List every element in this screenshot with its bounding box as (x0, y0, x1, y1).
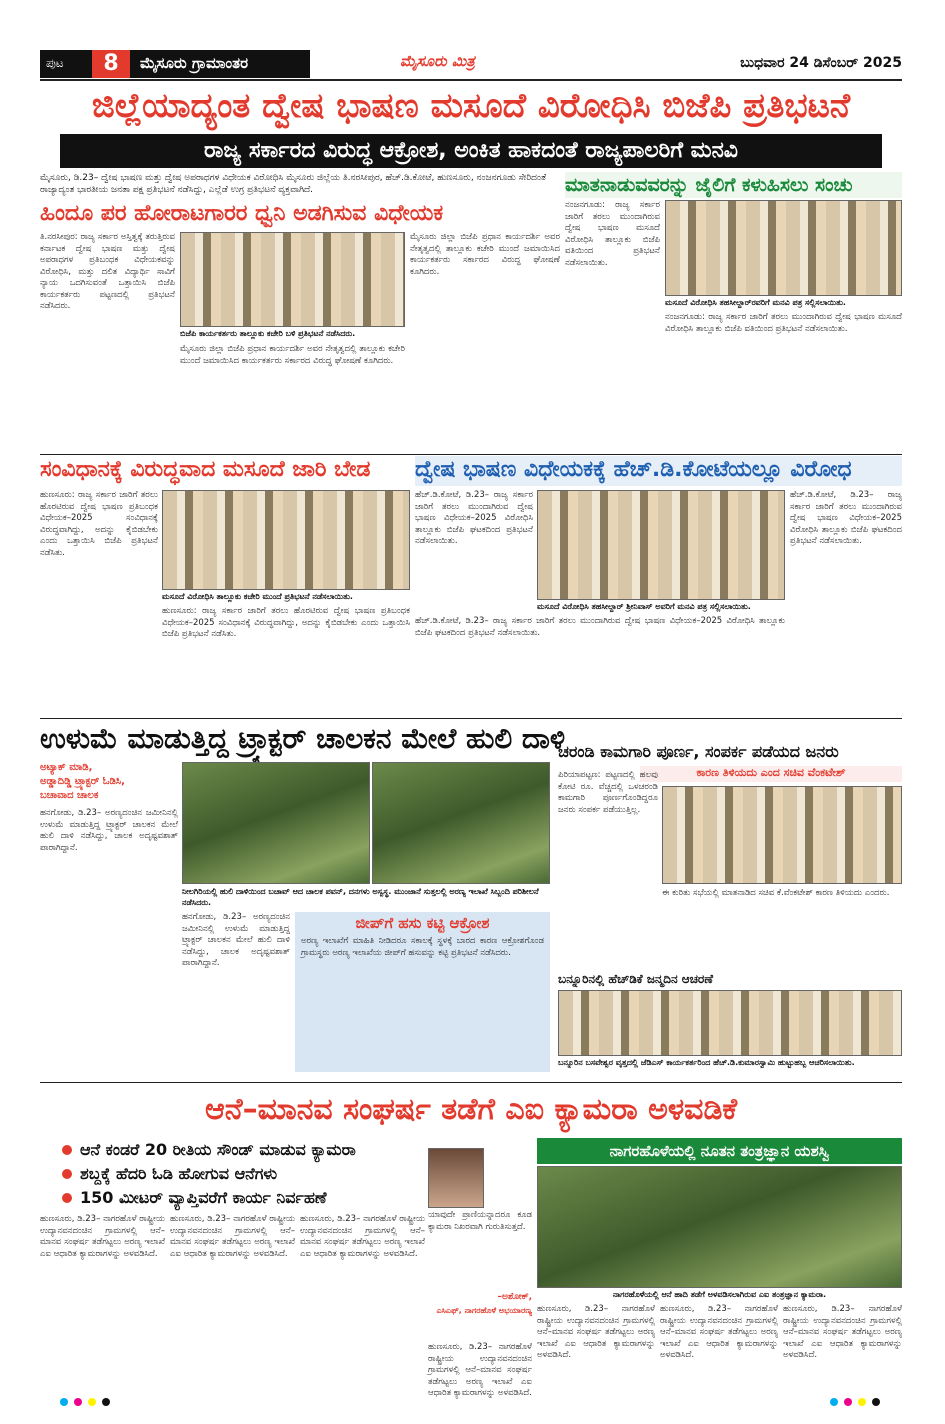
story2-photo (665, 200, 902, 296)
divider-1 (40, 454, 902, 455)
page-header (40, 50, 902, 78)
story9-text6: ಹುಣಸೂರು, ಡಿ.23– ನಾಗರಹೊಳೆ ರಾಷ್ಟ್ರೀಯ ಉದ್ಯಾನವನದಂಚಿನ ಗ್ರಾಮಗಳಲ್ಲಿ ಆನೆ–ಮಾನವ ಸಂಘರ್ಷ ತಡೆಗಟ್ಟಲು ಅರಣ್ಯ ಇಲಾಖೆ ಎಐ ಆಧಾರಿತ ಕ್ಯಾಮರಾಗಳನ್ನು ಅಳವಡಿಸಿದೆ. (660, 1304, 778, 1360)
story5-photo-tractor (182, 762, 370, 884)
story2-text: ನಂಜನಗೂಡು: ರಾಜ್ಯ ಸರ್ಕಾರ ಜಾರಿಗೆ ತರಲು ಮುಂದಾಗಿರುವ ದ್ವೇಷ ಭಾಷಣ ಮಸೂದೆ ವಿರೋಧಿಸಿ ತಾಲ್ಲೂಕು ಬಿಜೆಪಿ ವತಿಯಿಂದ ಪ್ರತಿಭಟನೆ ನಡೆಸಲಾಯಿತು. (565, 200, 660, 268)
reg-dot-cyan (830, 1398, 838, 1406)
story9-box-headline: ನಾಗರಹೊಳೆಯಲ್ಲಿ ನೂತನ ತಂತ್ರಜ್ಞಾನ ಯಶಸ್ವಿ (537, 1138, 902, 1164)
reg-dot-magenta (844, 1398, 852, 1406)
divider-2 (40, 718, 902, 719)
reg-dot-yellow (858, 1398, 866, 1406)
story9-text4: ಹುಣಸೂರು, ಡಿ.23– ನಾಗರಹೊಳೆ ರಾಷ್ಟ್ರೀಯ ಉದ್ಯಾನವನದಂಚಿನ ಗ್ರಾಮಗಳಲ್ಲಿ ಆನೆ–ಮಾನವ ಸಂಘರ್ಷ ತಡೆಗಟ್ಟಲು ಅರಣ್ಯ ಇಲಾಖೆ ಎಐ ಆಧಾರಿತ ಕ್ಯಾಮರಾಗಳನ್ನು ಅಳವಡಿಸಿದೆ. (428, 1342, 532, 1398)
story3-headline: ಸಂವಿಧಾನಕ್ಕೆ ವಿರುದ್ಧವಾದ ಮಸೂದೆ ಜಾರಿ ಬೇಡ (40, 457, 371, 482)
story4-text2: ಹೆಚ್.ಡಿ.ಕೋಟೆ, ಡಿ.23– ರಾಜ್ಯ ಸರ್ಕಾರ ಜಾರಿಗೆ ತರಲು ಮುಂದಾಗಿರುವ ದ್ವೇಷ ಭಾಷಣ ವಿಧೇಯಕ–2025 ವಿರೋಧಿಸಿ ತಾಲ್ಲೂಕು ಬಿಜೆಪಿ ಘಟಕದಿಂದ ಪ್ರತಿಭಟನೆ ನಡೆಸಲಾಯಿತು. (790, 490, 902, 546)
story5-kicker1: ಅಟ್ಯಾಕ್ ಮಾಡಿ, (40, 762, 93, 773)
bullet-dot (62, 1169, 72, 1179)
section-name: ಮೈಸೂರು ಗ್ರಾಮಾಂತರ (140, 54, 249, 72)
story3-photo (162, 490, 410, 590)
story4-text3: ಹೆಚ್.ಡಿ.ಕೋಟೆ, ಡಿ.23– ರಾಜ್ಯ ಸರ್ಕಾರ ಜಾರಿಗೆ ತರಲು ಮುಂದಾಗಿರುವ ದ್ವೇಷ ಭಾಷಣ ವಿಧೇಯಕ–2025 ವಿರೋಧಿಸಿ ತಾಲ್ಲೂಕು ಬಿಜೆಪಿ ಘಟಕದಿಂದ ಪ್ರತಿಭಟನೆ ನಡೆಸಲಾಯಿತು. (415, 616, 785, 638)
bullet-dot (62, 1193, 72, 1203)
story5-headline: ಉಳುಮೆ ಮಾಡುತ್ತಿದ್ದ ಟ್ರ್ಯಾಕ್ಟರ್ ಚಾಲಕನ ಮೇಲೆ ಹುಲಿ ದಾಳಿ (40, 722, 566, 755)
quote-role: ಎಸಿಎಫ್, ನಾಗರಹೊಳೆ ಅಭಯಾರಣ್ಯ (436, 1306, 532, 1315)
story9-text2: ಹುಣಸೂರು, ಡಿ.23– ನಾಗರಹೊಳೆ ರಾಷ್ಟ್ರೀಯ ಉದ್ಯಾನವನದಂಚಿನ ಗ್ರಾಮಗಳಲ್ಲಿ ಆನೆ–ಮಾನವ ಸಂಘರ್ಷ ತಡೆಗಟ್ಟಲು ಅರಣ್ಯ ಇಲಾಖೆ ಎಐ ಆಧಾರಿತ ಕ್ಯಾಮರಾಗಳನ್ನು ಅಳವಡಿಸಿದೆ. (170, 1214, 295, 1259)
reg-dot-black (102, 1398, 110, 1406)
story9-headline: ಆನೆ–ಮಾನವ ಸಂಘರ್ಷ ತಡೆಗೆ ಎಐ ಕ್ಯಾಮರಾ ಅಳವಡಿಕೆ (204, 1092, 738, 1127)
story8-caption: ಬನ್ನೂರಿನ ಬಸವೇಶ್ವರ ವೃತ್ತದಲ್ಲಿ ಜೆಡಿಎಸ್ ಕಾರ್ಯಕರ್ತರಿಂದ ಹೆಚ್.ಡಿ.ಕುಮಾರಸ್ವಾಮಿ ಹುಟ್ಟುಹಬ್ಬ ಆಚರಿಸಲಾಯಿತು. (558, 1057, 902, 1079)
story4-headline: ದ್ವೇಷ ಭಾಷಣ ವಿಧೇಯಕಕ್ಕೆ ಹೆಚ್.ಡಿ.ಕೋಟೆಯಲ್ಲೂ ವಿರೋಧ (415, 456, 902, 486)
story9-text: ಹುಣಸೂರು, ಡಿ.23– ನಾಗರಹೊಳೆ ರಾಷ್ಟ್ರೀಯ ಉದ್ಯಾನವನದಂಚಿನ ಗ್ರಾಮಗಳಲ್ಲಿ ಆನೆ–ಮಾನವ ಸಂಘರ್ಷ ತಡೆಗಟ್ಟಲು ಅರಣ್ಯ ಇಲಾಖೆ ಎಐ ಆಧಾರಿತ ಕ್ಯಾಮರಾಗಳನ್ನು ಅಳವಡಿಸಿದೆ. (40, 1214, 165, 1259)
story5-photo-jeep (372, 762, 550, 884)
reg-dot-magenta (74, 1398, 82, 1406)
lead-headline: ಜಿಲ್ಲೆಯಾದ್ಯಂತ ದ್ವೇಷ ಭಾಷಣ ಮಸೂದೆ ವಿರೋಧಿಸಿ ಬಿಜೆಪಿ ಪ್ರತಿಭಟನೆ (91, 86, 851, 126)
story5-kicker2: ಅಡ್ಡಾದಿಡ್ಡಿ ಟ್ರ್ಯಾಕ್ಟರ್ ಓಡಿಸಿ, (40, 776, 125, 787)
quote-text: ಯಾವುದೇ ಪ್ರಾಣಿಯನ್ನಾದರೂ ಕೂಡ ಕ್ಯಾಮರಾ ನಿಖರವಾಗಿ ಗುರುತಿಸುತ್ತದೆ. (428, 1210, 532, 1232)
reg-dot-cyan (60, 1398, 68, 1406)
dateline: ಬುಧವಾರ 24 ಡಿಸೆಂಬರ್ 2025 (740, 55, 902, 71)
story3-text2: ಹುಣಸೂರು: ರಾಜ್ಯ ಸರ್ಕಾರ ಜಾರಿಗೆ ತರಲು ಹೊರಟಿರುವ ದ್ವೇಷ ಭಾಷಣ ಪ್ರತಿಬಂಧಕ ವಿಧೇಯಕ–2025 ಸಂವಿಧಾನಕ್ಕೆ ವಿರುದ್ಧವಾಗಿದ್ದು, ಅದನ್ನು ಕೈಬಿಡಬೇಕು ಎಂದು ಒತ್ತಾಯಿಸಿ ಬಿಜೆಪಿ ಪ್ರತಿಭಟನೆ ನಡೆಸಿತು. (162, 606, 410, 639)
story9-bullet-text: ಆನೆ ಕಂಡರೆ 20 ರೀತಿಯ ಸೌಂಡ್ ಮಾಡುವ ಕ್ಯಾಮರಾ (80, 1140, 356, 1159)
story7-subhead: ಕಾರಣ ತಿಳಿಯದು ಎಂದ ಸಚಿವ ವೆಂಕಟೇಶ್ (640, 766, 902, 782)
story9-text7: ಹುಣಸೂರು, ಡಿ.23– ನಾಗರಹೊಳೆ ರಾಷ್ಟ್ರೀಯ ಉದ್ಯಾನವನದಂಚಿನ ಗ್ರಾಮಗಳಲ್ಲಿ ಆನೆ–ಮಾನವ ಸಂಘರ್ಷ ತಡೆಗಟ್ಟಲು ಅರಣ್ಯ ಇಲಾಖೆ ಎಐ ಆಧಾರಿತ ಕ್ಯಾಮರಾಗಳನ್ನು ಅಳವಡಿಸಿದೆ. (783, 1304, 902, 1360)
story8-headline: ಬನ್ನೂರಿನಲ್ಲಿ ಹೆಚ್‌ಡಿಕೆ ಜನ್ಮದಿನ ಆಚರಣೆ (558, 972, 713, 986)
story7-text: ಪಿರಿಯಾಪಟ್ಟಣ: ಪಟ್ಟಣದಲ್ಲಿ ಹಲವು ಕೋಟಿ ರೂ. ವೆಚ್ಚದಲ್ಲಿ ಒಳಚರಂಡಿ ಕಾಮಗಾರಿ ಪೂರ್ಣಗೊಂಡಿದ್ದರೂ ಜನರು ಸಂಪರ್ಕ ಪಡೆಯುತ್ತಿಲ್ಲ. (558, 770, 658, 815)
bullet-dot (62, 1145, 72, 1155)
story4-caption: ಮಸೂದೆ ವಿರೋಧಿಸಿ ತಹಸೀಲ್ದಾರ್ ಶ್ರೀನಿವಾಸ್ ಅವರಿಗೆ ಮನವಿ ಪತ್ರ ಸಲ್ಲಿಸಲಾಯಿತು. (537, 601, 785, 613)
quote-box (428, 1140, 532, 1340)
story3-text: ಹುಣಸೂರು: ರಾಜ್ಯ ಸರ್ಕಾರ ಜಾರಿಗೆ ತರಲು ಹೊರಟಿರುವ ದ್ವೇಷ ಭಾಷಣ ಪ್ರತಿಬಂಧಕ ವಿಧೇಯಕ–2025 ಸಂವಿಧಾನಕ್ಕೆ ವಿರುದ್ಧವಾಗಿದ್ದು, ಅದನ್ನು ಕೈಬಿಡಬೇಕು ಎಂದು ಒತ್ತಾಯಿಸಿ ಬಿಜೆಪಿ ಪ್ರತಿಭಟನೆ ನಡೆಸಿತು. (40, 490, 158, 558)
quote-author: –ಅಶೋಕ್, (497, 1292, 532, 1302)
registration-marks (60, 1398, 885, 1408)
story2-text2: ನಂಜನಗೂಡು: ರಾಜ್ಯ ಸರ್ಕಾರ ಜಾರಿಗೆ ತರಲು ಮುಂದಾಗಿರುವ ದ್ವೇಷ ಭಾಷಣ ಮಸೂದೆ ವಿರೋಧಿಸಿ ತಾಲ್ಲೂಕು ಬಿಜೆಪಿ ವತಿಯಿಂದ ಪ್ರತಿಭಟನೆ ನಡೆಸಲಾಯಿತು. (665, 312, 902, 334)
story6-headline: ಜೀಪ್‌ಗೆ ಹಸು ಕಟ್ಟಿ ಆಕ್ರೋಶ (355, 914, 490, 932)
story7-photo (662, 786, 902, 884)
reg-dot-yellow (88, 1398, 96, 1406)
page-label: ಪುಟ (46, 56, 64, 70)
story3-caption: ಮಸೂದೆ ವಿರೋಧಿಸಿ ತಾಲ್ಲೂಕು ಕಚೇರಿ ಮುಂದೆ ಪ್ರತಿಭಟನೆ ನಡೆಸಲಾಯಿತು. (162, 591, 410, 603)
story1-caption: ಬಿಜೆಪಿ ಕಾರ್ಯಕರ್ತರು ತಾಲ್ಲೂಕು ಕಚೇರಿ ಬಳಿ ಪ್ರತಿಭಟನೆ ನಡೆಸಿದರು. (180, 328, 405, 340)
story8-photo (558, 990, 902, 1056)
story9-text3: ಹುಣಸೂರು, ಡಿ.23– ನಾಗರಹೊಳೆ ರಾಷ್ಟ್ರೀಯ ಉದ್ಯಾನವನದಂಚಿನ ಗ್ರಾಮಗಳಲ್ಲಿ ಆನೆ–ಮಾನವ ಸಂಘರ್ಷ ತಡೆಗಟ್ಟಲು ಅರಣ್ಯ ಇಲಾಖೆ ಎಐ ಆಧಾರಿತ ಕ್ಯಾಮರಾಗಳನ್ನು ಅಳವಡಿಸಿದೆ. (300, 1214, 425, 1259)
story9-photo-elephant (537, 1166, 902, 1288)
lead-subhead: ರಾಜ್ಯ ಸರ್ಕಾರದ ವಿರುದ್ಧ ಆಕ್ರೋಶ, ಅಂಕಿತ ಹಾಕದಂತೆ ರಾಜ್ಯಪಾಲರಿಗೆ ಮನವಿ (60, 134, 882, 168)
story5-text2: ಹನಗೋಡು, ಡಿ.23– ಅರಣ್ಯದಂಚಿನ ಜಮೀನಿನಲ್ಲಿ ಉಳುಮೆ ಮಾಡುತ್ತಿದ್ದ ಟ್ರ್ಯಾಕ್ಟರ್ ಚಾಲಕನ ಮೇಲೆ ಹುಲಿ ದಾಳಿ ನಡೆಸಿದ್ದು, ಚಾಲಕ ಅದೃಷ್ಟವಶಾತ್ ಪಾರಾಗಿದ್ದಾನೆ. (182, 912, 290, 968)
section-bar (132, 50, 310, 78)
story9-bullet-text: 150 ಮೀಟರ್ ವ್ಯಾಪ್ತಿವರೆಗೆ ಕಾರ್ಯ ನಿರ್ವಹಣೆ (80, 1188, 327, 1207)
reg-dot-black (872, 1398, 880, 1406)
story1-text: ತಿ.ನರಸೀಪುರ: ರಾಜ್ಯ ಸರ್ಕಾರ ಅಸ್ತಿತ್ವಕ್ಕೆ ತರುತ್ತಿರುವ ಕರ್ನಾಟಕ ದ್ವೇಷ ಭಾಷಣ ಮತ್ತು ದ್ವೇಷ ಅಪರಾಧಗಳ ಪ್ರತಿಬಂಧಕ ವಿಧೇಯಕವನ್ನು ವಿರೋಧಿಸಿ, ಮತ್ತು ದಲಿತ ವಿದ್ಯಾರ್ಥಿ ಸಾವಿಗೆ ನ್ಯಾಯ ಒದಗಿಸುವಂತೆ ಒತ್ತಾಯಿಸಿ ಬಿಜೆಪಿ ಕಾರ್ಯಕರ್ತರು ಪಟ್ಟಣದಲ್ಲಿ ಪ್ರತಿಭಟನೆ ನಡೆಸಿದರು. (40, 232, 175, 311)
story9-text5: ಹುಣಸೂರು, ಡಿ.23– ನಾಗರಹೊಳೆ ರಾಷ್ಟ್ರೀಯ ಉದ್ಯಾನವನದಂಚಿನ ಗ್ರಾಮಗಳಲ್ಲಿ ಆನೆ–ಮಾನವ ಸಂಘರ್ಷ ತಡೆಗಟ್ಟಲು ಅರಣ್ಯ ಇಲಾಖೆ ಎಐ ಆಧಾರಿತ ಕ್ಯಾಮರಾಗಳನ್ನು ಅಳವಡಿಸಿದೆ. (537, 1304, 655, 1360)
story6-box (295, 912, 550, 1072)
lead-intro: ಮೈಸೂರು, ಡಿ.23– ದ್ವೇಷ ಭಾಷಣ ಮತ್ತು ದ್ವೇಷ ಅಪರಾಧಗಳ ವಿಧೇಯಕ ವಿರೋಧಿಸಿ ಮೈಸೂರು ಜಿಲ್ಲೆಯ ತಿ.ನರಸೀಪುರ, ಹೆಚ್.ಡಿ.ಕೋಟೆ, ಹುಣಸೂರು, ನಂಜನಗೂಡು ಸೇರಿದಂತೆ ರಾಜ್ಯಾದ್ಯಂತ ಭಾರತೀಯ ಜನತಾ ಪಕ್ಷ ಪ್ರತಿಭಟನೆ ನಡೆಸಿದ್ದು, ಎಲ್ಲೆಡೆ ಉಗ್ರ ಪ್ರತಿಭಟನೆ ವ್ಯಕ್ತವಾಗಿದೆ. (40, 173, 547, 195)
story5-text: ಹನಗೋಡು, ಡಿ.23– ಅರಣ್ಯದಂಚಿನ ಜಮೀನಿನಲ್ಲಿ ಉಳುಮೆ ಮಾಡುತ್ತಿದ್ದ ಟ್ರ್ಯಾಕ್ಟರ್ ಚಾಲಕನ ಮೇಲೆ ಹುಲಿ ದಾಳಿ ನಡೆಸಿದ್ದು, ಚಾಲಕ ಅದೃಷ್ಟವಶಾತ್ ಪಾರಾಗಿದ್ದಾನೆ. (40, 808, 178, 853)
story1-text2: ಮೈಸೂರು ಜಿಲ್ಲಾ ಬಿಜೆಪಿ ಪ್ರಧಾನ ಕಾರ್ಯದರ್ಶಿ ಅವರ ನೇತೃತ್ವದಲ್ಲಿ ತಾಲ್ಲೂಕು ಕಚೇರಿ ಮುಂದೆ ಜಮಾಯಿಸಿದ ಕಾರ್ಯಕರ್ತರು ಸರ್ಕಾರದ ವಿರುದ್ಧ ಘೋಷಣೆ ಕೂಗಿದರು. (180, 344, 405, 366)
story1-photo (180, 232, 405, 327)
story2-headline: ಮಾತನಾಡುವವರನ್ನು ಜೈಲಿಗೆ ಕಳುಹಿಸಲು ಸಂಚು (565, 172, 902, 198)
page-number: 8 (92, 50, 130, 78)
story4-text: ಹೆಚ್.ಡಿ.ಕೋಟೆ, ಡಿ.23– ರಾಜ್ಯ ಸರ್ಕಾರ ಜಾರಿಗೆ ತರಲು ಮುಂದಾಗಿರುವ ದ್ವೇಷ ಭಾಷಣ ವಿಧೇಯಕ–2025 ವಿರೋಧಿಸಿ ತಾಲ್ಲೂಕು ಬಿಜೆಪಿ ಘಟಕದಿಂದ ಪ್ರತಿಭಟನೆ ನಡೆಸಲಾಯಿತು. (415, 490, 533, 546)
story5-caption: ನೀಲಗಿರಿಯಲ್ಲಿ ಹುಲಿ ದಾಳಿಯಿಂದ ಬಚಾವ್ ಆದ ಚಾಲಕ ಪವನ್, ದನಗಳು ಅಸ್ವಸ್ಥ. ಮುಂಜಾನೆ ಸುತ್ತಲಲ್ಲಿ ಅರಣ್ಯ ಇಲಾಖೆ ಸಿಬ್ಬಂದಿ ಪರಿಶೀಲನೆ ನಡೆಸಿದರು. (182, 886, 550, 908)
masthead: ಮೈಸೂರು ಮಿತ್ರ (400, 52, 475, 70)
story5-kicker3: ಬಚಾವಾದ ಚಾಲಕ (40, 790, 99, 801)
story4-photo (537, 490, 785, 600)
header-rule (40, 79, 902, 81)
story6-text: ಅರಣ್ಯ ಇಲಾಖೆಗೆ ಮಾಹಿತಿ ನೀಡಿದರೂ ಸಕಾಲಕ್ಕೆ ಸ್ಥಳಕ್ಕೆ ಬಾರದ ಕಾರಣ ಆಕ್ರೋಶಗೊಂಡ ಗ್ರಾಮಸ್ಥರು ಅರಣ್ಯ ಇಲಾಖೆಯ ಜೀಪ್‌ಗೆ ಹಸುವನ್ನು ಕಟ್ಟಿ ಪ್ರತಿಭಟನೆ ನಡೆಸಿದರು. (301, 936, 544, 958)
story9-bullet-text: ಶಬ್ದಕ್ಕೆ ಹೆದರಿ ಓಡಿ ಹೋಗುವ ಆನೆಗಳು (80, 1164, 278, 1183)
divider-3 (40, 1082, 902, 1083)
story1-headline: ಹಿಂದೂ ಪರ ಹೋರಾಟಗಾರರ ಧ್ವನಿ ಅಡಗಿಸುವ ವಿಧೇಯಕ (40, 201, 444, 226)
story2-caption: ಮಸೂದೆ ವಿರೋಧಿಸಿ ತಹಸೀಲ್ದಾರ್‌ರವರಿಗೆ ಮನವಿ ಪತ್ರ ಸಲ್ಲಿಸಲಾಯಿತು. (665, 297, 902, 309)
story1-text3: ಮೈಸೂರು ಜಿಲ್ಲಾ ಬಿಜೆಪಿ ಪ್ರಧಾನ ಕಾರ್ಯದರ್ಶಿ ಅವರ ನೇತೃತ್ವದಲ್ಲಿ ತಾಲ್ಲೂಕು ಕಚೇರಿ ಮುಂದೆ ಜಮಾಯಿಸಿದ ಕಾರ್ಯಕರ್ತರು ಸರ್ಕಾರದ ವಿರುದ್ಧ ಘೋಷಣೆ ಕೂಗಿದರು. (410, 232, 560, 277)
portrait-photo (428, 1148, 484, 1208)
story9-caption: ನಾಗರಹೊಳೆಯಲ್ಲಿ ಆನೆ ಹಾದಿ ತಡೆಗೆ ಅಳವಡಿಸಲಾಗಿರುವ ಎಐ ತಂತ್ರಜ್ಞಾನ ಕ್ಯಾಮರಾ. (537, 1289, 902, 1301)
story7-headline: ಚರಂಡಿ ಕಾಮಗಾರಿ ಪೂರ್ಣ, ಸಂಪರ್ಕ ಪಡೆಯದ ಜನರು (558, 742, 839, 761)
story7-text2: ಈ ಕುರಿತು ಸಭೆಯಲ್ಲಿ ಮಾತನಾಡಿದ ಸಚಿವ ಕೆ.ವೆಂಕಟೇಶ್ ಕಾರಣ ತಿಳಿಯದು ಎಂದರು. (662, 888, 890, 898)
